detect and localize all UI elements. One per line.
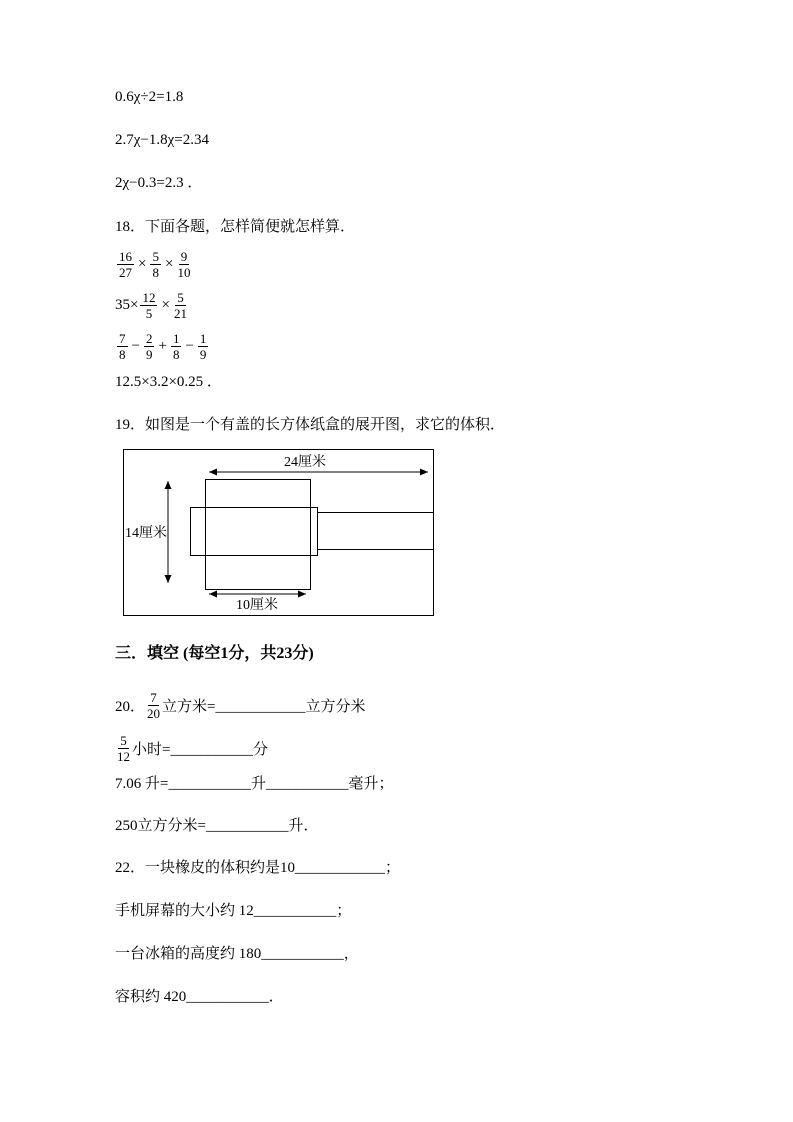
equation-line-3: 2χ−0.3=2.3 ． <box>115 175 203 191</box>
net-middle-face <box>191 508 318 556</box>
equation-line-1: 0.6χ÷2=1.8 <box>115 89 184 105</box>
q20-line-3: 7.06 升=___________升___________毫升； <box>115 776 394 792</box>
fraction <box>117 249 134 280</box>
q18-expression-1 <box>115 247 715 281</box>
dim-label-top: 24厘米 <box>284 455 326 470</box>
fraction-denominator: 12 <box>117 748 130 764</box>
net-vertical-face <box>206 480 311 590</box>
q20-line-2 <box>115 731 715 765</box>
fraction-denominator: 10 <box>177 264 191 280</box>
fraction <box>150 249 161 280</box>
expression-prefix: 35× <box>115 296 139 313</box>
fraction-denominator: 8 <box>172 346 180 362</box>
fraction-denominator: 21 <box>173 305 187 321</box>
operator: + <box>158 337 167 354</box>
q18-expression-3 <box>115 329 715 363</box>
fraction-denominator: 20 <box>147 705 161 721</box>
fraction <box>140 290 157 321</box>
fraction-numerator: 7 <box>119 330 126 346</box>
q18-expression-4: 12.5×3.2×0.25 ． <box>115 374 222 390</box>
fraction-denominator: 9 <box>199 346 207 362</box>
operator: × <box>138 255 147 272</box>
fraction-denominator: 5 <box>145 305 153 321</box>
fraction-numerator: 1 <box>199 330 207 346</box>
fraction <box>198 331 209 362</box>
q22-line-2: 手机屏幕的大小约 12___________； <box>115 903 352 919</box>
fraction <box>147 690 160 721</box>
worksheet-content <box>115 88 715 1031</box>
question-number: 20． <box>115 698 146 715</box>
fraction-numerator: 5 <box>177 289 184 305</box>
box-net-diagram <box>123 449 434 616</box>
question-19-title: 19．如图是一个有盖的长方体纸盒的展开图，求它的体积． <box>115 417 506 433</box>
fraction-numerator: 12 <box>142 289 156 305</box>
fraction <box>117 733 130 764</box>
fraction-numerator: 1 <box>172 330 180 346</box>
q22-line-3: 一台冰箱的高度约 180___________， <box>115 946 359 962</box>
fill-blank-text: 立方米=____________立方分米 <box>162 698 366 715</box>
q18-expression-2 <box>115 288 715 322</box>
fraction <box>171 331 182 362</box>
q20-line-4: 250立方分米=___________升． <box>115 818 319 834</box>
section-3-heading: 三．填空 (每空1分，共23分) <box>115 645 314 662</box>
box-net-svg <box>123 449 434 616</box>
q22-line-1: 22．一块橡皮的体积约是10____________； <box>115 860 401 876</box>
net-right-face <box>318 513 434 550</box>
operator: − <box>185 337 194 354</box>
fraction-numerator: 16 <box>119 248 132 264</box>
q22-line-4: 容积约 420___________． <box>115 989 284 1005</box>
fraction-numerator: 7 <box>150 689 157 705</box>
fraction-denominator: 9 <box>145 346 153 362</box>
fraction-denominator: 27 <box>119 264 132 280</box>
question-18-title: 18．下面各题，怎样简便就怎样算． <box>115 219 356 235</box>
fraction-denominator: 8 <box>152 264 159 280</box>
dim-label-left: 14厘米 <box>125 526 167 541</box>
fraction-numerator: 2 <box>145 330 153 346</box>
fraction-numerator: 9 <box>180 248 188 264</box>
q20-line-1 <box>115 688 715 722</box>
fill-blank-text: 小时=___________分 <box>132 741 268 758</box>
fraction-numerator: 5 <box>120 732 127 748</box>
fraction-numerator: 5 <box>152 248 159 264</box>
operator: × <box>161 296 170 313</box>
diagram-frame <box>124 450 434 616</box>
dim-label-bottom: 10厘米 <box>236 598 278 613</box>
fraction <box>177 249 190 280</box>
operator: × <box>164 255 174 272</box>
equation-line-2: 2.7χ−1.8χ=2.34 <box>115 132 209 148</box>
fraction-denominator: 8 <box>119 346 126 362</box>
fraction <box>174 290 187 321</box>
operator: − <box>131 337 140 354</box>
fraction <box>144 331 155 362</box>
fraction <box>117 331 128 362</box>
